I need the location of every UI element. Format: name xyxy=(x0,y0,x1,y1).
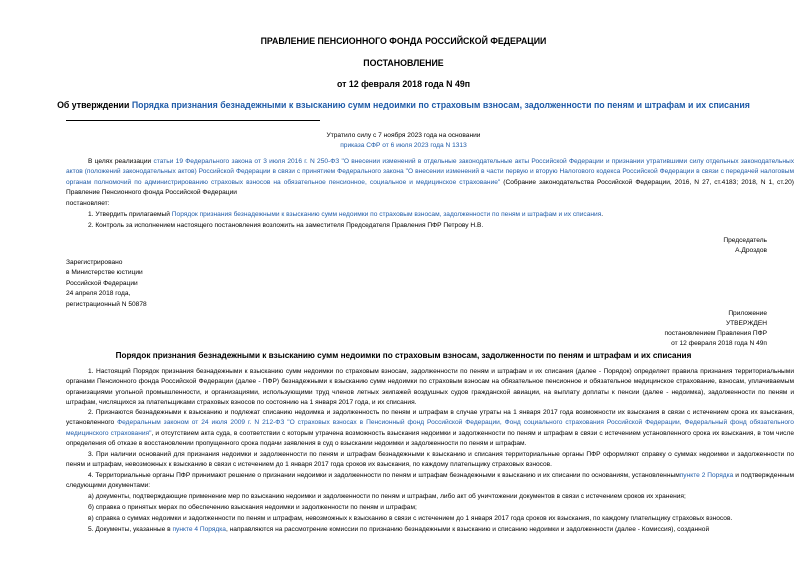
p5-text-start: 5. Документы, указанные в xyxy=(88,526,173,533)
body-paragraph-2 xyxy=(66,408,794,450)
preamble-text-start: В целях реализации xyxy=(88,158,154,165)
org-heading: ПРАВЛЕНИЕ ПЕНСИОННОГО ФОНДА РОССИЙСКОЙ ФЕДЕРАЦИИ xyxy=(260,36,547,46)
body-subitem-b: б) справка о принятых мерах по обеспечению взыскания недоимки и задолженности по пеням и штрафам; xyxy=(88,504,417,511)
body-paragraph-5 xyxy=(66,525,794,535)
doc-title xyxy=(0,100,807,110)
preamble-text-end: (Собрание законодательства Российской Федерации, 2016, N 27, ст.4183; 2018, N 1, ст.20) Правление Пенсионного фонда Российской Федерации xyxy=(66,178,794,197)
doc-title-link[interactable]: Порядка признания безнадежными к взысканию сумм недоимки по страховым взносам, задолженности по пеням и штрафам и их списания xyxy=(131,100,750,110)
status-note: Утратило силу с 7 ноября 2023 года на основании xyxy=(326,132,481,139)
registration-line: Зарегистрировано xyxy=(66,259,123,266)
appendix-by-resolution: постановлением Правления ПФР xyxy=(664,330,767,337)
status-note-link-line xyxy=(0,141,807,151)
body-subitem-v: в) справка о суммах недоимки и задолженности по пеням и штрафам, невозможных к взысканию в связи с истечением до 1 января 2017 года сроков их взыскания, по каждому плательщику страховых взносов. xyxy=(88,515,733,522)
body-paragraph-4 xyxy=(66,471,794,492)
preamble-paragraph xyxy=(66,157,794,199)
order-procedure-link[interactable]: Порядок признания безнадежными к взысканию сумм недоимки по страховым взносам, задолженности по пеням и штрафам и их списания xyxy=(171,211,602,218)
p2-text-start: 2. Признаются безнадежными к взысканию и подлежат списанию недоимка и задолженность по пеням и штрафам в случае утраты на 1 января 2017 года возможности их взыскания в связи с истечением срока их взыскания, установленного xyxy=(66,409,794,427)
appendix-approved: УТВЕРЖДЕН xyxy=(725,320,767,327)
procedure-title: Порядок признания безнадежными к взысканию сумм недоимки по страховым взносам, задолженности по пеням и штрафам и их списания xyxy=(115,351,692,360)
registration-line: регистрационный N 50878 xyxy=(66,300,147,308)
resolution-item-2: 2. Контроль за исполнением настоящего постановления возложить на заместителя Председателя Правления ПФР Петрову Н.В. xyxy=(88,222,484,229)
item-1-end: . xyxy=(601,211,604,218)
body-subitem-a: а) документы, подтверждающие применение мер по взысканию недоимки и задолженности по пеням и штрафам, либо акт об уничтожении документов в связи с истечением сроков их хранения; xyxy=(88,493,686,500)
p4-text-end: и подтвержденным следующими документами: xyxy=(66,472,794,490)
doc-title-prefix: Об утверждении xyxy=(57,100,132,110)
registration-line: 24 апреля 2018 года, xyxy=(66,290,131,298)
signature-name: А.Дроздов xyxy=(735,247,767,254)
p4-text-start: 4. Территориальные органы ПФР принимают решение о признании недоимки и задолженности по пеням и штрафам безнадежными к взысканию и их списании по основаниям, установленным xyxy=(88,472,680,479)
registration-line: Российской Федерации xyxy=(66,279,138,287)
law-212fz-link[interactable]: Федеральным законом от 24 июля 2009 г. N 212-ФЗ "О страховых взносах в Пенсионный фонд Российской Федерации, Фонд социального страхования Российской Федерации, Федеральный фонд обязательного медицинского страхования" xyxy=(66,419,794,437)
doc-type-heading: ПОСТАНОВЛЕНИЕ xyxy=(363,58,444,68)
registration-block xyxy=(66,258,147,310)
body-paragraph-3: 3. При наличии оснований для признания недоимки и задолженности по пеням и штрафам безнадежными к взысканию и списания территориальные органы ПФР оформляют справку о суммах недоимки и задолженности по пеням и штрафам, невозможных к взысканию в связи с истечением до 1 января 2017 года сроков их взыскания, по каждому плательщику страховых взносов. xyxy=(66,451,794,469)
doc-date-number: от 12 февраля 2018 года N 49п xyxy=(336,79,471,89)
appendix-label: Приложение xyxy=(728,310,767,317)
p5-text-end: , направляются на рассмотрение комиссии по признанию безнадежными к взысканию и списанию недоимки и задолженности (далее - Комиссия), созданной xyxy=(225,526,710,533)
resolution-item-1 xyxy=(66,210,794,220)
law-250fz-link[interactable]: статьи 19 Федерального закона от 3 июля 2016 г. N 250-ФЗ "О внесении изменений в отдельные законодательные акты Российской Федерации и признании утратившими силу отдельных законодательных актов (положений законодательных актов) Российской Федерации в связи с принятием Федерального закона "О внесении изменений в части первую и вторую Налогового кодекса Российской Федерации в связи с передачей налоговым органам полномочий по администрированию страховых взносов на обязательное пенсионное, социальное и медицинское страхование" xyxy=(66,158,794,186)
registration-line: в Министерстве юстиции xyxy=(66,269,143,277)
title-divider xyxy=(66,120,320,121)
point-4-link[interactable]: пункте 4 Порядка xyxy=(172,526,226,533)
signature-role: Председатель xyxy=(723,237,767,244)
appendix-date: от 12 февраля 2018 года N 49п xyxy=(671,340,767,347)
p2-text-end: , и отсутствием акта суда, в соответствии с которым утрачена возможность взыскания недоимки и задолженности по пеням и штрафам в связи с истечением установленного срока их взыскания, в том числе определения об отказе в восстановлении пропущенного срока подачи заявления в суд о взыскании недоимки и задолженности по пеням и штрафам. xyxy=(66,429,794,448)
repeal-order-link[interactable]: приказа СФР от 6 июля 2023 года N 1313 xyxy=(340,142,467,149)
item-1-text: 1. Утвердить прилагаемый xyxy=(88,211,172,218)
resolves-label: постановляет: xyxy=(66,200,110,207)
point-2-link[interactable]: пункте 2 Порядка xyxy=(679,472,734,479)
body-paragraph-1: 1. Настоящий Порядок признания безнадежными к взысканию сумм недоимки по страховым взносам, задолженности по пеням и штрафам и их списания (далее - Порядок) определяет правила признания территориальными органами Пенсионного фонда Российской Федерации (далее - ПФР) безнадежными к взысканию сумм недоимки по страховым взносам на обязательное пенсионное и обязательное медицинское страхование, взносам, уплачиваемым организациями угольной промышленности, и организациями, использующими труд членов летных экипажей воздушных судов гражданской авиации, на выплату доплаты к пенсии (далее - недоимка), задолженности по пеням и штрафам, числящихся за плательщиками страховых взносов по состоянию на 1 января 2017 года, и их списания. xyxy=(66,368,794,407)
